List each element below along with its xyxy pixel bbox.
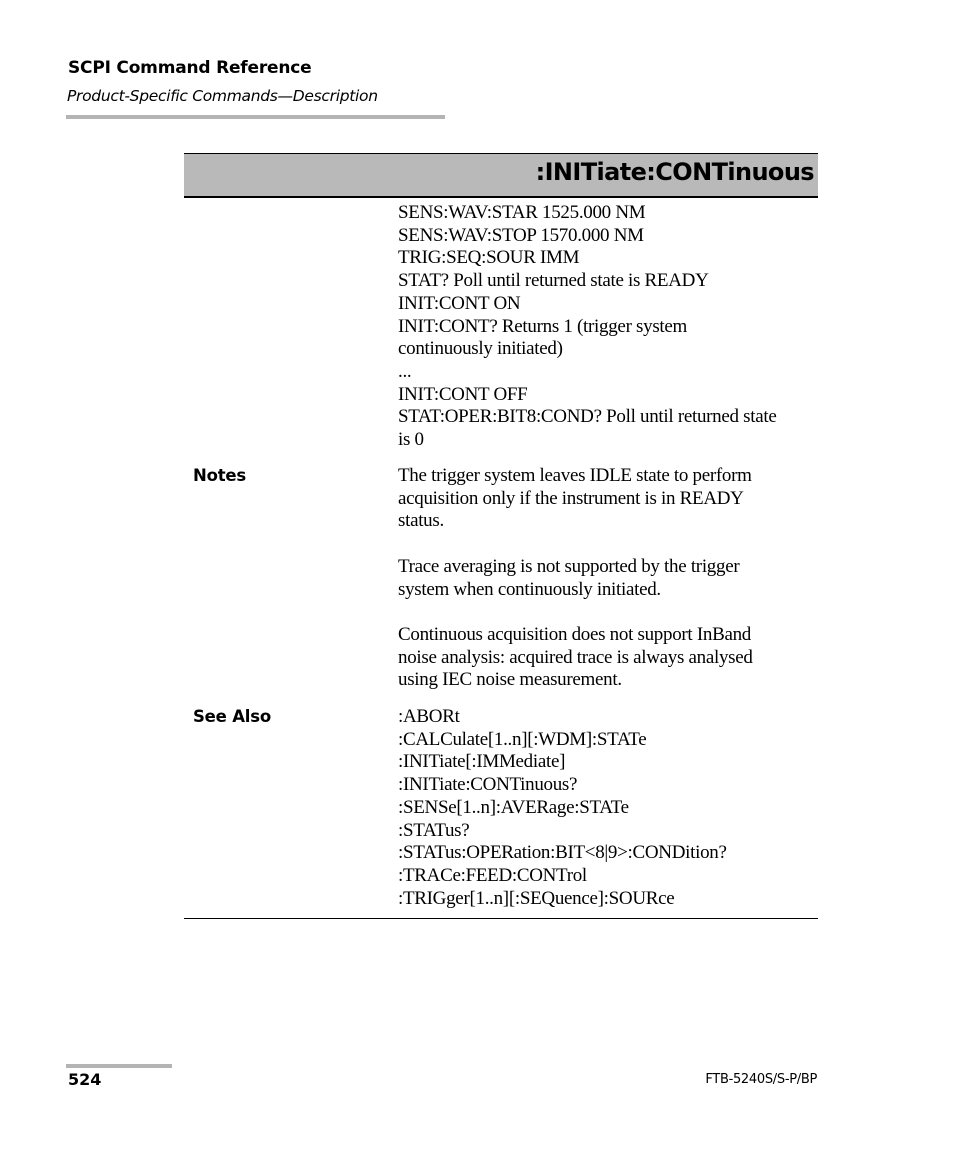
see-also-item: :TRIGger[1..n][:SEQuence]:SOURce bbox=[398, 887, 675, 909]
notes-paragraph bbox=[398, 624, 816, 692]
notes-line: system when continuously initiated. bbox=[398, 578, 661, 600]
command-title: :INITiate:CONTinuous bbox=[535, 158, 814, 186]
see-also-list bbox=[398, 706, 816, 910]
notes-block bbox=[398, 465, 816, 692]
see-also-item: :STATus? bbox=[398, 819, 470, 841]
running-header-title: SCPI Command Reference bbox=[68, 58, 312, 78]
example-line: STAT? Poll until returned state is READY bbox=[398, 270, 709, 292]
notes-line: noise analysis: acquired trace is always analysed bbox=[398, 646, 753, 668]
example-line: SENS:WAV:STAR 1525.000 NM bbox=[398, 202, 646, 223]
notes-paragraph bbox=[398, 556, 816, 601]
example-line: INIT:CONT? Returns 1 (trigger system bbox=[398, 315, 688, 337]
see-also-item: :INITiate:CONTinuous? bbox=[398, 774, 578, 796]
example-line: is 0 bbox=[398, 429, 424, 451]
table-bottom-rule bbox=[184, 918, 818, 919]
example-block bbox=[398, 202, 816, 452]
notes-line: Trace averaging is not supported by the trigger bbox=[398, 555, 740, 577]
notes-line: using IEC noise measurement. bbox=[398, 669, 622, 691]
see-also-item: :TRACe:FEED:CONTrol bbox=[398, 864, 587, 886]
see-also-label: See Also bbox=[193, 707, 271, 726]
example-line: INIT:CONT OFF bbox=[398, 383, 528, 405]
see-also-item: :SENSe[1..n]:AVERage:STATe bbox=[398, 796, 629, 818]
see-also-item: :STATus:OPERation:BIT<8|9>:CONDition? bbox=[398, 842, 727, 864]
see-also-item: :INITiate[:IMMediate] bbox=[398, 751, 566, 773]
see-also-item: :CALCulate[1..n][:WDM]:STATe bbox=[398, 728, 647, 750]
notes-line: The trigger system leaves IDLE state to perform bbox=[398, 465, 752, 486]
example-line: continuously initiated) bbox=[398, 338, 563, 360]
notes-paragraph bbox=[398, 465, 816, 533]
example-line: STAT:OPER:BIT8:COND? Poll until returned state bbox=[398, 406, 777, 428]
example-line: ... bbox=[398, 360, 412, 382]
notes-line: status. bbox=[398, 510, 444, 532]
command-title-band bbox=[184, 153, 818, 198]
notes-line: Continuous acquisition does not support InBand bbox=[398, 623, 751, 645]
notes-line: acquisition only if the instrument is in READY bbox=[398, 487, 744, 509]
running-header-subtitle: Product-Specific Commands—Description bbox=[67, 87, 378, 105]
see-also-item: :ABORt bbox=[398, 706, 460, 727]
header-divider bbox=[66, 115, 445, 119]
footer-divider bbox=[66, 1064, 172, 1068]
example-line: TRIG:SEQ:SOUR IMM bbox=[398, 247, 580, 269]
example-line: SENS:WAV:STOP 1570.000 NM bbox=[398, 224, 644, 246]
notes-label: Notes bbox=[193, 466, 247, 485]
example-line: INIT:CONT ON bbox=[398, 292, 521, 314]
page-number: 524 bbox=[68, 1070, 102, 1089]
product-name: FTB-5240S/S-P/BP bbox=[705, 1072, 817, 1087]
